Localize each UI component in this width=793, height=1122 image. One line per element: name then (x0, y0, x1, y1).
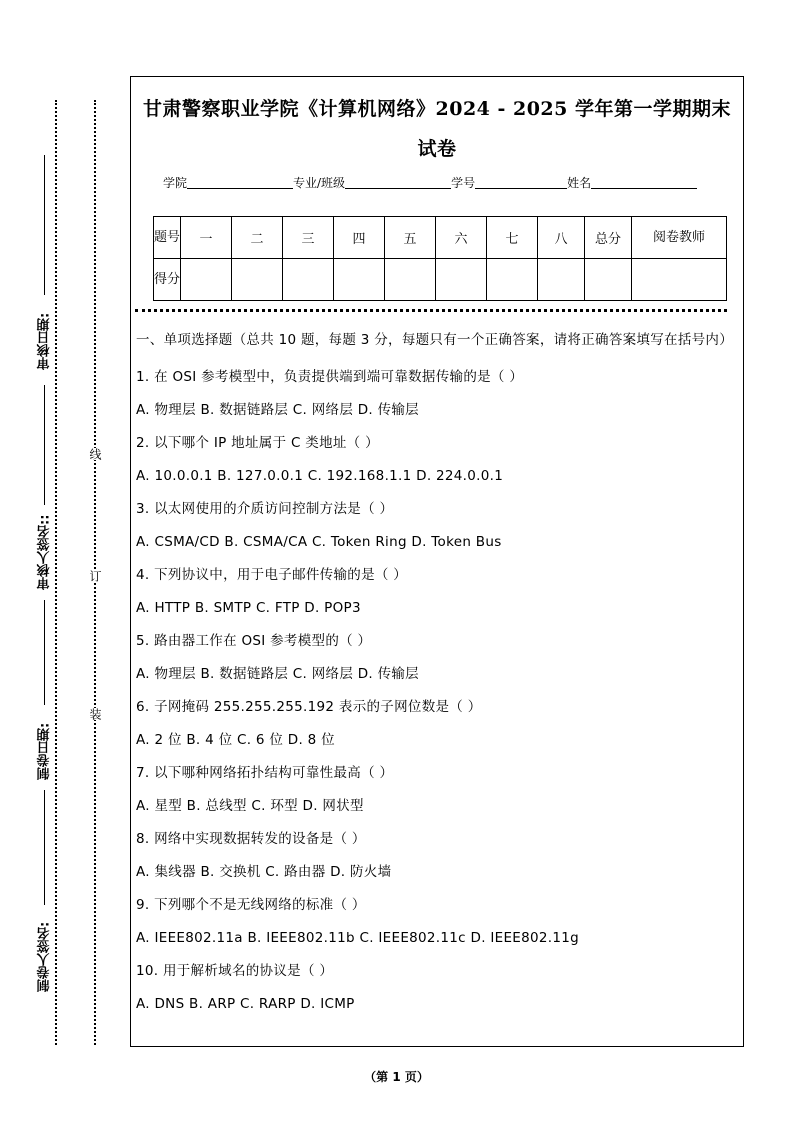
score-cell[interactable] (487, 259, 538, 301)
maker-date-label: 制卷日期: (37, 722, 53, 780)
binding-mark-ding: 订 (88, 570, 102, 582)
options-4: A. HTTP B. SMTP C. FTP D. POP3 (136, 600, 361, 616)
exam-title (131, 89, 743, 169)
question-8: 8. 网络中实现数据转发的设备是（ ） (136, 831, 366, 847)
question-9: 9. 下列哪个不是无线网络的标准（ ） (136, 897, 366, 913)
col-header-4: 四 (334, 217, 385, 259)
options-10: A. DNS B. ARP C. RARP D. ICMP (136, 996, 355, 1012)
score-cell[interactable] (436, 259, 487, 301)
name-label: 姓名 (567, 176, 592, 190)
col-header-6: 六 (436, 217, 487, 259)
options-1: A. 物理层 B. 数据链路层 C. 网络层 D. 传输层 (136, 402, 419, 418)
reviewer-date-label: 审核日期: (37, 312, 53, 370)
options-7: A. 星型 B. 总线型 C. 环型 D. 网状型 (136, 798, 364, 814)
col-header-2: 二 (232, 217, 283, 259)
reviewer-sign-label: 审核人签名:: (37, 514, 53, 590)
student-info-row (163, 174, 697, 191)
col-header-total: 总分 (585, 217, 632, 259)
score-cell[interactable] (181, 259, 232, 301)
question-6: 6. 子网掩码 255.255.255.192 表示的子网位数是（ ） (136, 699, 482, 715)
major-label: 专业/班级 (293, 176, 346, 190)
row-label-tihao: 题号 (154, 217, 181, 259)
binding-mark-zhuang: 装 (88, 708, 102, 720)
options-8: A. 集线器 B. 交换机 C. 路由器 D. 防火墙 (136, 864, 392, 880)
score-cell[interactable] (232, 259, 283, 301)
col-header-1: 一 (181, 217, 232, 259)
student-id-label: 学号 (451, 176, 476, 190)
question-section (136, 329, 739, 1021)
col-header-8: 八 (538, 217, 585, 259)
left-dotted-line (55, 100, 57, 1045)
col-header-5: 五 (385, 217, 436, 259)
question-10: 10. 用于解析域名的协议是（ ） (136, 963, 334, 979)
maker-date-underline (44, 600, 45, 705)
student-id-blank[interactable] (475, 176, 567, 189)
score-cell-total[interactable] (585, 259, 632, 301)
score-table (153, 216, 727, 301)
reviewer-date-underline (44, 155, 45, 295)
question-4: 4. 下列协议中，用于电子邮件传输的是（ ） (136, 567, 408, 583)
exam-title-line1: 甘肃警察职业学院《计算机网络》2024 - 2025 学年第一学期期末 (143, 98, 731, 120)
score-cell[interactable] (538, 259, 585, 301)
score-cell[interactable] (385, 259, 436, 301)
name-blank[interactable] (591, 176, 697, 189)
score-cell-grader[interactable] (632, 259, 727, 301)
exam-frame (130, 76, 744, 1047)
section-heading: 一、单项选择题（总共 10 题，每题 3 分，每题只有一个正确答案，请将正确答案填写在括号内） (136, 332, 734, 348)
college-blank[interactable] (187, 176, 293, 189)
col-header-grader: 阅卷教师 (632, 217, 727, 259)
options-6: A. 2 位 B. 4 位 C. 6 位 D. 8 位 (136, 732, 335, 748)
college-label: 学院 (163, 176, 188, 190)
col-header-7: 七 (487, 217, 538, 259)
options-3: A. CSMA/CD B. CSMA/CA C. Token Ring D. Token Bus (136, 534, 502, 550)
major-blank[interactable] (345, 176, 451, 189)
page-number: （第 1 页） (364, 1070, 429, 1084)
question-5: 5. 路由器工作在 OSI 参考模型的（ ） (136, 633, 372, 649)
options-9: A. IEEE802.11a B. IEEE802.11b C. IEEE802.11c D. IEEE802.11g (136, 930, 580, 946)
options-2: A. 10.0.0.1 B. 127.0.0.1 C. 192.168.1.1 D. 224.0.0.1 (136, 468, 504, 484)
maker-sign-underline (44, 790, 45, 905)
reviewer-sign-underline (44, 385, 45, 505)
question-1: 1. 在 OSI 参考模型中，负责提供端到端可靠数据传输的是（ ） (136, 369, 524, 385)
exam-title-line2: 试卷 (417, 138, 457, 160)
binding-mark-xian: 线 (88, 448, 102, 460)
score-cell[interactable] (334, 259, 385, 301)
options-5: A. 物理层 B. 数据链路层 C. 网络层 D. 传输层 (136, 666, 419, 682)
question-2: 2. 以下哪个 IP 地址属于 C 类地址（ ） (136, 435, 379, 451)
col-header-3: 三 (283, 217, 334, 259)
row-label-defen: 得分 (154, 259, 181, 301)
question-3: 3. 以太网使用的介质访问控制方法是（ ） (136, 501, 394, 517)
question-7: 7. 以下哪种网络拓扑结构可靠性最高（ ） (136, 765, 394, 781)
dotted-separator (135, 309, 727, 312)
maker-sign-label: 制卷人签名: (37, 921, 53, 992)
score-cell[interactable] (283, 259, 334, 301)
